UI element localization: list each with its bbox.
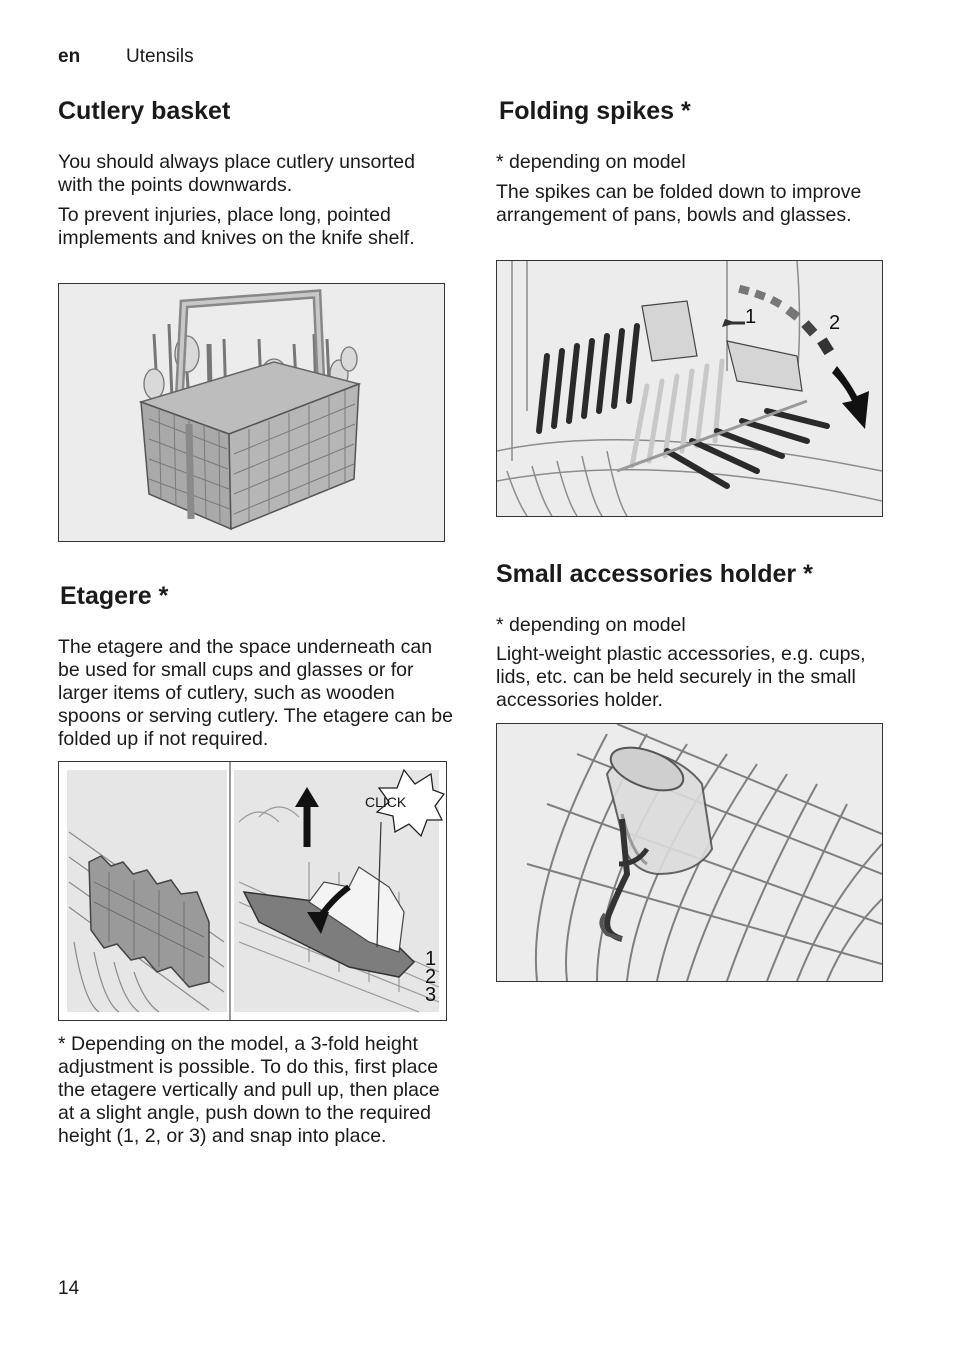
spike-label-1: 1 [745,306,757,328]
small-accessories-paragraph: Light-weight plastic accessories, e.g. cups, lids, etc. can be held securely in the small accessories holder. [496,643,866,711]
folding-spikes-figure [496,260,883,517]
page-number: 14 [58,1278,80,1299]
cutlery-basket-figure [58,283,445,542]
folding-spikes-heading: Folding spikes * [499,97,691,125]
folding-spikes-paragraph: The spikes can be folded down to improve arrangement of pans, bowls and glasses. [496,181,862,226]
small-accessories-heading: Small accessories holder * [496,560,813,588]
folding-spikes-note: * depending on model [496,151,686,173]
height-label-3: 3 [425,984,437,1006]
height-label-1: 1 [425,948,437,970]
height-label-2: 2 [425,966,437,988]
section-name: Utensils [126,46,194,67]
small-accessories-note: * depending on model [496,614,686,636]
etagere-illustration [59,762,446,1020]
etagere-paragraph-1: The etagere and the space underneath can be used for small cups and glasses or for larger items of cutlery, such as wooden spoons or serving cutlery. The etagere can be folded up if not required. [58,636,453,750]
cutlery-basket-heading: Cutlery basket [58,97,231,125]
cutlery-paragraph-1: You should always place cutlery unsorted with the points downwards. [58,151,415,196]
small-accessories-figure [496,723,883,982]
spike-label-2: 2 [829,312,841,334]
small-accessories-illustration [497,724,882,981]
folding-spikes-illustration [497,261,882,516]
click-label: CLICK [365,794,407,810]
etagere-figure [58,761,447,1021]
language-code: en [58,46,81,67]
etagere-paragraph-2: * Depending on the model, a 3-fold height adjustment is possible. To do this, first place the etagere vertically and pull up, then place at a slight angle, push down to the required height (1, 2, or 3) and snap into place. [58,1033,440,1147]
running-header [58,46,194,68]
cutlery-paragraph-2: To prevent injuries, place long, pointed implements and knives on the knife shelf. [58,204,415,249]
etagere-heading: Etagere * [60,582,169,610]
cutlery-basket-illustration [59,284,444,541]
